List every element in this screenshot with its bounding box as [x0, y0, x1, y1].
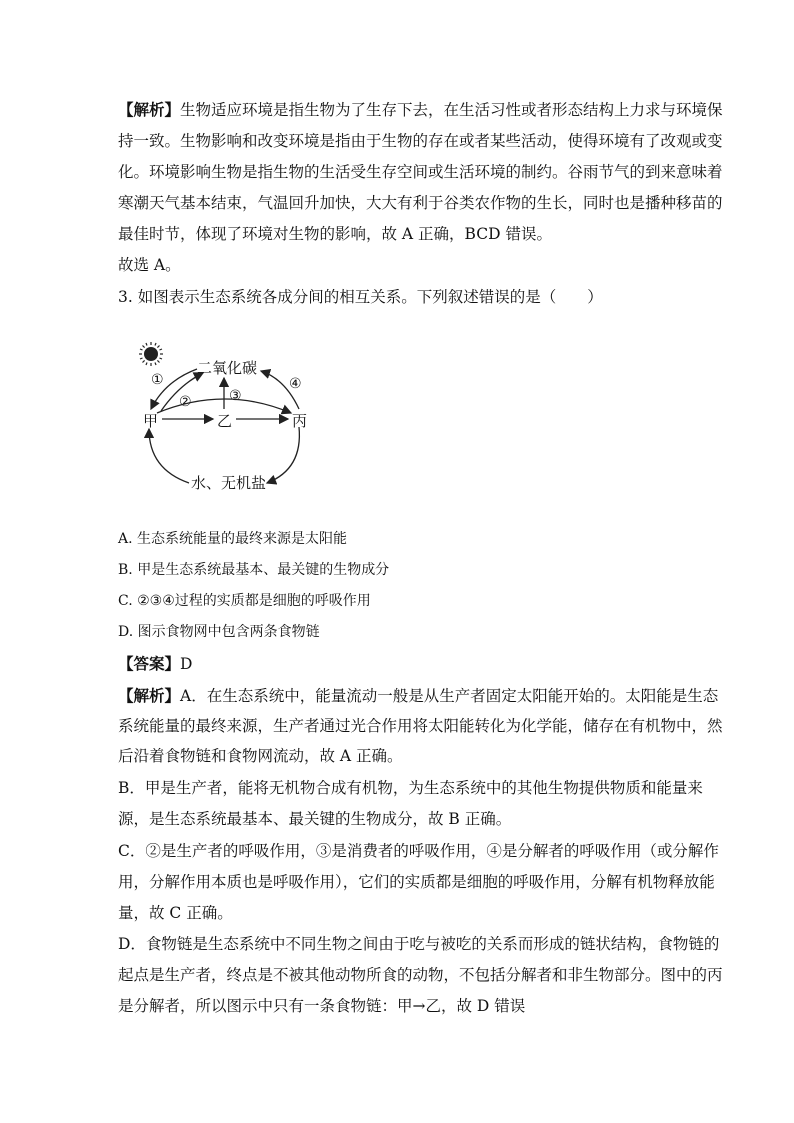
- q2-analysis-line-3: 化。环境影响生物是指生物的生活受生存空间或生活环境的制约。谷雨节气的到来意味着: [118, 163, 723, 181]
- q3-analysis-line-6: C．②是生产者的呼吸作用，③是消费者的呼吸作用，④是分解者的呼吸作用（或分解作: [118, 842, 719, 860]
- q3-analysis-line-4: B．甲是生产者，能将无机物合成有机物，为生态系统中的其他生物提供物质和能量来: [118, 779, 703, 797]
- q3-analysis-line-7: 用，分解作用本质也是呼吸作用），它们的实质都是细胞的呼吸作用，分解有机物释放能: [118, 873, 715, 891]
- analysis-text: A．在生态系统中，能量流动一般是从生产者固定太阳能开始的。太阳能是生态: [180, 687, 719, 705]
- arrow-bing-to-water: [267, 427, 299, 483]
- water-salt-label: 水、无机盐: [191, 474, 267, 492]
- step-4-label: ④: [289, 376, 302, 392]
- q3-analysis-line-2: 系统能量的最终来源，生产者通过光合作用将太阳能转化为化学能，储存在有机物中，然: [118, 717, 723, 735]
- q2-analysis-line-2: 持一致。生物影响和改变环境是指由于生物的存在或者某些活动，使得环境有了改观或变: [118, 132, 723, 150]
- q3-analysis-line-3: 后沿着食物链和食物网流动，故 A 正确。: [118, 747, 403, 765]
- q3-analysis-line-11: 是分解者，所以图示中只有一条食物链：甲→乙，故 D 错误: [118, 997, 526, 1015]
- q3-analysis-line-5: 源，是生态系统最基本、最关键的生物成分，故 B 正确。: [118, 810, 512, 828]
- answer-tag: 【答案】: [118, 654, 181, 673]
- q3-analysis-line-1: [118, 686, 718, 706]
- analysis-tag: 【解析】: [118, 100, 181, 119]
- q3-analysis-line-8: 量，故 C 正确。: [118, 904, 233, 922]
- q2-conclusion: 故选 A。: [118, 256, 181, 274]
- yi-label: 乙: [217, 412, 233, 430]
- ecosystem-diagram: [135, 335, 315, 500]
- q2-analysis-line-5: 最佳时节，体现了环境对生物的影响，故 A 正确，BCD 错误。: [118, 225, 552, 243]
- bing-label: 丙: [292, 412, 308, 430]
- analysis-text: 生物适应环境是指生物为了生存下去，在生活习性或者形态结构上力求与环境保: [180, 101, 723, 119]
- q2-analysis-line-1: [118, 100, 723, 120]
- q3-stem: 3. 如图表示生态系统各成分间的相互关系。下列叙述错误的是（ ）: [118, 288, 603, 306]
- option-c: C. ②③④过程的实质都是细胞的呼吸作用: [118, 593, 371, 609]
- q3-analysis-line-10: 起点是生产者，终点是不被其他动物所食的动物，不包括分解者和非生物部分。图中的丙: [118, 966, 723, 984]
- answer-line: [118, 654, 192, 674]
- q2-analysis-line-4: 寒潮天气基本结束，气温回升加快，大大有利于谷类农作物的生长，同时也是播种移苗的: [118, 194, 723, 212]
- option-b: B. 甲是生态系统最基本、最关键的生物成分: [118, 562, 390, 578]
- q3-analysis-line-9: D．食物链是生态系统中不同生物之间由于吃与被吃的关系而形成的链状结构，食物链的: [118, 935, 720, 953]
- co2-label: 二氧化碳: [197, 359, 258, 377]
- arrow-water-to-jia: [149, 429, 189, 483]
- step-3-label: ③: [229, 388, 242, 404]
- sun-icon: [139, 342, 163, 366]
- jia-label: 甲: [143, 412, 159, 430]
- analysis-tag: 【解析】: [118, 686, 181, 705]
- step-1-label: ①: [151, 372, 164, 388]
- option-d: D. 图示食物网中包含两条食物链: [118, 624, 320, 640]
- option-a: A. 生态系统能量的最终来源是太阳能: [118, 531, 348, 547]
- step-2-label: ②: [179, 394, 192, 410]
- answer-value: D: [180, 655, 193, 673]
